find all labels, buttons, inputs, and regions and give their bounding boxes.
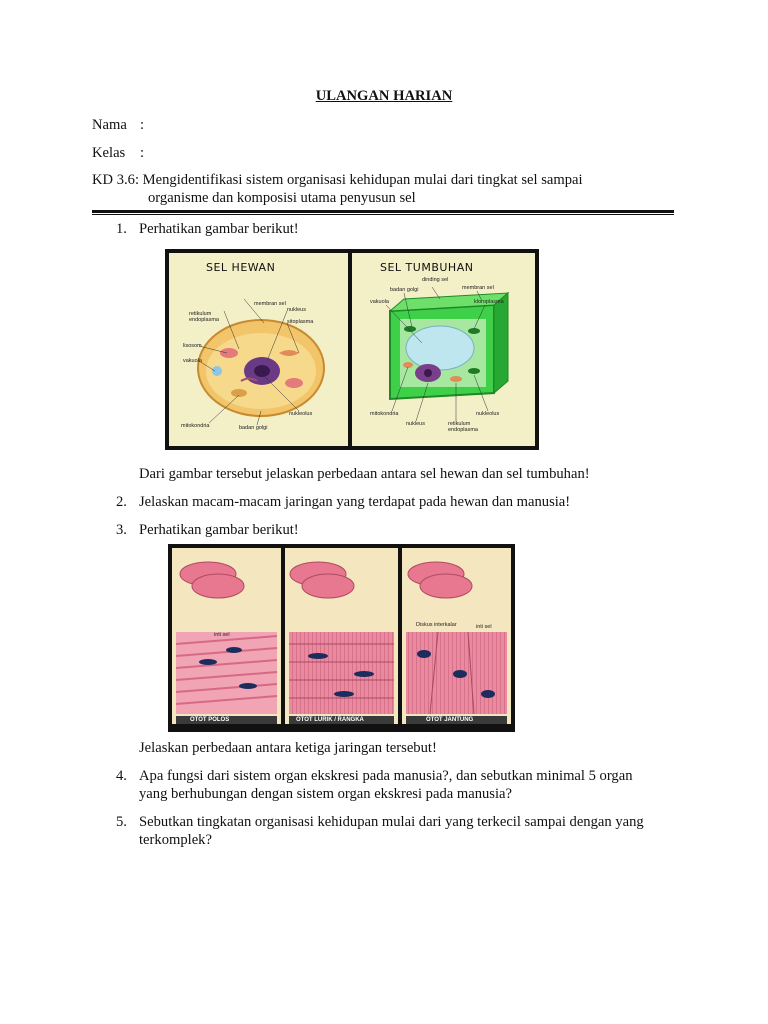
animal-label-nukleolus: nukleolus <box>289 411 313 417</box>
animal-label-golgi: badan golgi <box>239 425 268 431</box>
question-4-line-2: yang berhubungan dengan sistem organ ekskresi pada manusia? <box>139 786 512 802</box>
question-5-number: 5. <box>116 814 127 830</box>
plant-label-vakuola: vakuola <box>370 299 389 305</box>
label-nucleus-cardiac: inti sel <box>476 624 492 630</box>
page-title: ULANGAN HARIAN <box>315 88 453 104</box>
kd-line-1: KD 3.6: Mengidentifikasi sistem organisasi kehidupan mulai dari tingkat sel sampai <box>92 172 583 188</box>
question-3-followup: Jelaskan perbedaan antara ketiga jaringan tersebut! <box>139 740 437 756</box>
name-field-label: Nama <box>92 117 127 133</box>
caption-skeletal-muscle: OTOT LURIK / RANGKA <box>296 717 364 723</box>
animal-label-lisosom: lisosom <box>183 343 202 349</box>
muscle-figure <box>168 544 515 732</box>
header-divider-thin <box>92 214 674 215</box>
question-3-number: 3. <box>116 522 127 538</box>
animal-label-retikulum: retikulum endoplasma <box>189 311 219 323</box>
question-2-text: Jelaskan macam-macam jaringan yang terdapat pada hewan dan manusia! <box>139 494 571 510</box>
animal-label-vakuola: vakuola <box>183 358 202 364</box>
caption-smooth-muscle: OTOT POLOS <box>190 717 230 723</box>
animal-cell-title: SEL HEWAN <box>206 261 276 274</box>
question-4-number: 4. <box>116 768 127 784</box>
question-1-followup: Dari gambar tersebut jelaskan perbedaan antara sel hewan dan sel tumbuhan! <box>139 466 590 482</box>
plant-cell-panel <box>352 253 535 446</box>
question-1-text: Perhatikan gambar berikut! <box>139 221 299 237</box>
animal-cell-panel <box>169 253 348 446</box>
plant-label-dinding: dinding sel <box>422 277 449 283</box>
question-3-text: Perhatikan gambar berikut! <box>139 522 299 538</box>
plant-label-kloroplas: kloroplasma <box>474 299 504 305</box>
plant-label-retikulum: retikulum endoplasma <box>448 421 478 433</box>
question-4-line-1: Apa fungsi dari sistem organ ekskresi pada manusia?, dan sebutkan minimal 5 organ <box>139 768 633 784</box>
header-divider <box>92 210 674 213</box>
question-2-number: 2. <box>116 494 127 510</box>
plant-label-membran: membran sel <box>462 285 494 291</box>
cell-figure <box>165 249 539 450</box>
class-field-colon: : <box>140 145 145 161</box>
label-nucleus-smooth: inti sel <box>214 632 230 638</box>
kd-line-2: organisme dan komposisi utama penyusun sel <box>148 190 416 206</box>
plant-label-nukleus: nukleus <box>406 421 425 427</box>
animal-label-sitoplasma: sitoplasma <box>287 319 314 325</box>
plant-cell-title: SEL TUMBUHAN <box>380 261 474 274</box>
plant-label-nukleolus: nukleolus <box>476 411 500 417</box>
animal-cell-illustration <box>169 253 348 446</box>
plant-label-golgi: badan golgi <box>390 287 419 293</box>
plant-label-mitokondria: mitokondria <box>370 411 399 417</box>
question-1-number: 1. <box>116 221 127 237</box>
class-field-label: Kelas <box>92 145 126 161</box>
animal-label-mitokondria: mitokondria <box>181 423 210 429</box>
name-field-colon: : <box>140 117 145 133</box>
question-5-line-2: terkomplek? <box>139 832 212 848</box>
question-5-line-1: Sebutkan tingkatan organisasi kehidupan mulai dari yang terkecil sampai dengan yang <box>139 814 644 830</box>
animal-label-nukleus: nukleus <box>287 307 306 313</box>
caption-cardiac-muscle: OTOT JANTUNG <box>426 717 474 723</box>
animal-label-membran: membran sel <box>254 301 286 307</box>
muscle-illustration <box>168 544 515 732</box>
label-intercalated-disc: Diskus interkalar <box>416 622 457 628</box>
